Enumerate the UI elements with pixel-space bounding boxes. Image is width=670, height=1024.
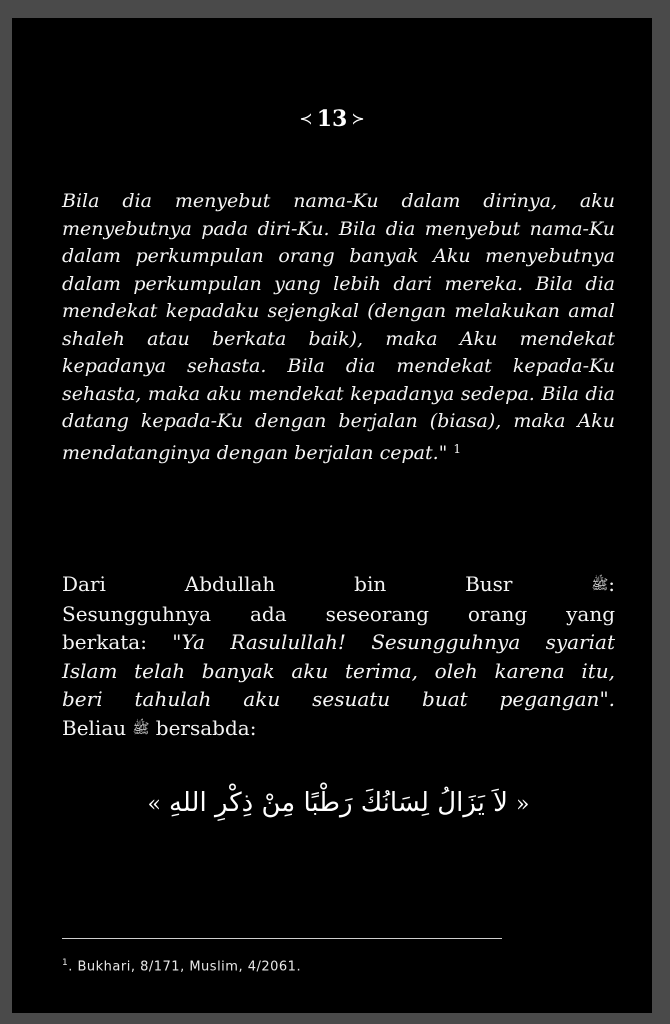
narration-line-3-italic: "Ya Rasulullah! Sesungguhnya syariat (172, 630, 615, 654)
left-ornament: ≺ (299, 109, 313, 128)
footnote (62, 958, 301, 974)
page-number-value: 13 (316, 106, 348, 132)
narration-symbol-group (591, 570, 615, 600)
footnote-marker: 1 (62, 958, 69, 968)
narration-word: bin (354, 572, 387, 596)
narration-line-4: Islam telah banyak aku terima, oleh karena itu, (62, 658, 615, 683)
narration-paragraph (62, 570, 615, 743)
hadith-quote-text: Bila dia menyebut nama-Ku dalam dirinya, aku menyebutnya pada diri-Ku. Bila dia menyebut nama-Ku dalam perkumpulan orang banyak Aku menyebutnya dalam perkumpulan yang lebih dari mereka. Bila dia mendekat kepadaku sejengkal (dengan melakukan amal shaleh atau berkata baik), maka Aku mendekat kepadanya sehasta. Bila dia mendekat kepada-Ku sehasta, maka aku mendekat kepadanya sedepa. Bila dia datang kepada-Ku dengan berjalan (biasa), maka Aku mendatanginya dengan berjalan cepat." (62, 190, 615, 464)
arabic-hadith-text (62, 788, 615, 818)
arabic-text: لاَ يَزَالُ لِسَانُكَ رَطْبًا مِنْ ذِكْرِ اللهِ (168, 788, 509, 818)
narration-word: Dari (62, 572, 106, 596)
right-ornament: ≻ (351, 109, 365, 128)
narration-line-2: Sesungguhnya ada seseorang orang yang (62, 601, 615, 626)
salawat-symbol: ﷺ (132, 720, 150, 737)
narration-line-6-before: Beliau (62, 715, 133, 740)
open-guillemet: « (147, 792, 161, 817)
narration-line-6 (62, 714, 615, 744)
page-number (12, 106, 652, 132)
hadith-quote (62, 188, 615, 467)
narration-line-3-normal: berkata: (62, 630, 173, 654)
footnote-text: . Bukhari, 8/171, Muslim, 4/2061. (68, 959, 302, 975)
narration-line-1 (62, 570, 615, 600)
narration-colon: : (608, 572, 615, 596)
narration-line-6-after: bersabda: (149, 715, 257, 740)
sahabi-honorific-symbol: ﷺ (591, 577, 609, 593)
book-page (12, 18, 652, 1013)
footnote-reference: 1 (453, 441, 461, 456)
footnote-divider (62, 938, 502, 939)
narration-line-5: beri tahulah aku sesuatu buat pegangan". (62, 687, 615, 711)
narration-word: Abdullah (184, 572, 276, 596)
narration-word: Busr (465, 572, 513, 596)
close-guillemet: » (516, 792, 530, 817)
narration-line-3 (62, 628, 615, 657)
